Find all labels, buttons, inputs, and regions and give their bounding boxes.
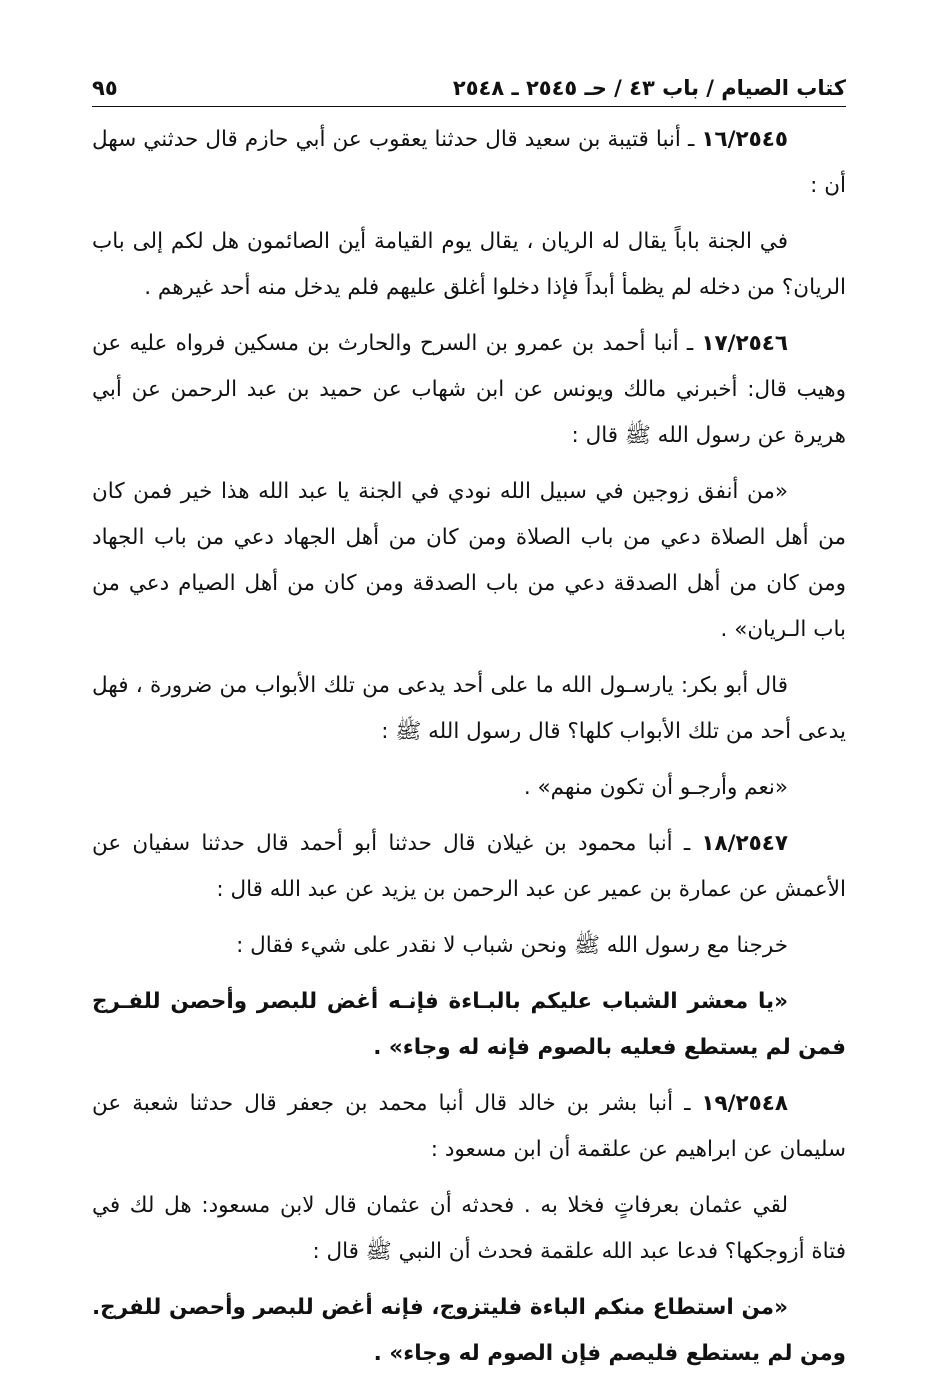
hadith-2548-isnad — [92, 1081, 846, 1173]
abu-bakr-question: قال أبو بكر: يارسـول الله ما على أحد يدعى من تلك الأبواب من ضرورة ، فهل يدعى أحد من تلك الأبواب كلها؟ قال رسول الله ﷺ : — [92, 673, 846, 744]
hadith-2547-context: خرجنا مع رسول الله ﷺ ونحن شباب لا نقدر على شيء فقال : — [236, 933, 788, 958]
hadith-2545-matn: في الجنة باباً يقال له الريان ، يقال يوم القيامة أين الصائمون هل لكم إلى باب الريان؟ من دخله لم يظمأ أبداً فإذا دخلوا أغلق عليهم فلم يدخل منه أحد غيرهم . — [92, 229, 846, 300]
header-title: كتاب الصيام / باب ٤٣ / حـ ٢٥٤٥ ـ ٢٥٤٨ — [447, 76, 846, 100]
page-number: ٩٥ — [92, 76, 124, 100]
hadith-text: ـ أنبا أحمد بن عمرو بن السرح والحارث بن مسكين فرواه عليه عن وهيب قال: أخبرني مالك ويونس عن ابن شهاب عن حميد بن عبد الرحمن عن أبي هريرة عن رسول الله ﷺ قال : — [92, 331, 846, 448]
hadith-text: ـ أنبا قتيبة بن سعيد قال حدثنا يعقوب عن أبي حازم قال حدثني سهل أن : — [92, 127, 846, 198]
prophet-answer: «نعم وأرجـو أن تكون منهم» . — [523, 775, 788, 800]
hadith-number: ١٦/٢٥٤٥ — [701, 127, 788, 152]
hadith-number: ١٩/٢٥٤٨ — [701, 1091, 788, 1116]
hadith-2547-matn: «يا معشر الشباب عليكم بالبـاءة فإنـه أغض للبصر وأحصن للفـرج فمن لم يستطع فعليه بالصوم فإنه له وجاء» . — [92, 989, 846, 1060]
hadith-text: ـ أنبا محمود بن غيلان قال حدثنا أبو أحمد قال حدثنا سفيان عن الأعمش عن عمارة بن عمير عن عبد الرحمن بن يزيد عن عبد الله قال : — [92, 831, 846, 902]
document-page — [92, 74, 846, 1387]
hadith-2548-context: لقي عثمان بعرفاتٍ فخلا به . فحدثه أن عثمان قال لابن مسعود: هل لك في فتاة أزوجكها؟ فدعا عبد الله علقمة فحدث أن النبي ﷺ قال : — [92, 1193, 846, 1264]
hadith-text: ـ أنبا بشر بن خالد قال أنبا محمد بن جعفر قال حدثنا شعبة عن سليمان عن ابراهيم عن علقمة أن ابن مسعود : — [92, 1091, 846, 1162]
hadith-2546-isnad — [92, 321, 846, 459]
hadith-2547-isnad — [92, 821, 846, 913]
hadith-2545-isnad — [92, 117, 846, 209]
hadith-number: ١٧/٢٥٤٦ — [701, 331, 788, 356]
hadith-2548-matn: «من استطاع منكم الباءة فليتزوج، فإنه أغض للبصر وأحصن للفرج. ومن لم يستطع فليصم فإن الصوم له وجاء» . — [92, 1295, 846, 1366]
hadith-2546-matn: «من أنفق زوجين في سبيل الله نودي في الجنة يا عبد الله هذا خير فمن كان من أهل الصلاة دعي من باب الصلاة ومن كان من أهل الجهاد دعي من باب الجهاد ومن كان من أهل الصدقة دعي من باب الصدقة ومن كان من أهل الصيام دعي من باب الـريان» . — [92, 479, 846, 642]
hadith-number: ١٨/٢٥٤٧ — [701, 831, 788, 856]
running-header — [92, 74, 846, 107]
